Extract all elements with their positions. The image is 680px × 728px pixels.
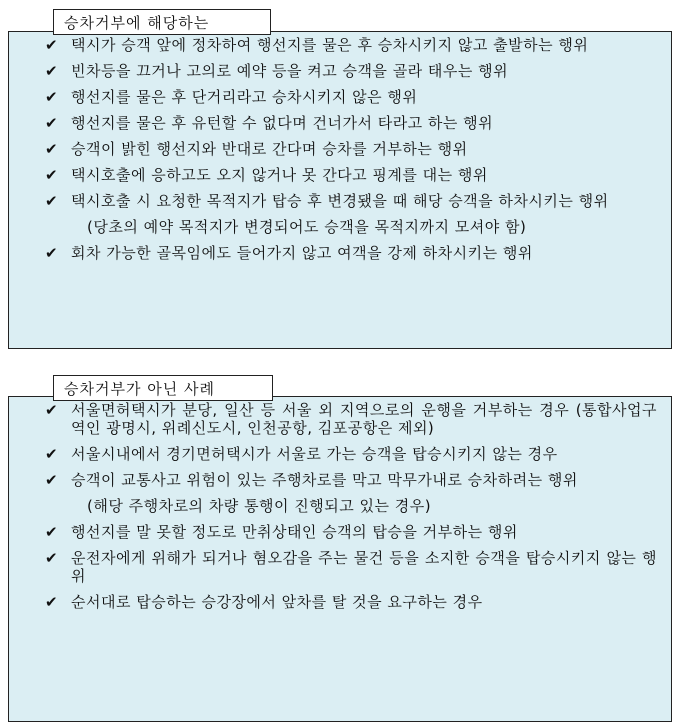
list-item: ✔ 행선지를 말 못할 정도로 만취상태인 승객의 탑승을 거부하는 행위 (45, 523, 518, 541)
list-item: ✔ 빈차등을 끄거나 고의로 예약 등을 켜고 승객을 골라 태우는 행위 (45, 62, 509, 80)
non-refusal-cases-panel (8, 396, 672, 722)
list-item: ✔ 택시호출에 응하고도 오지 않거나 못 간다고 핑계를 대는 행위 (45, 166, 488, 184)
check-icon: ✔ (45, 140, 59, 158)
list-item: ✔ 택시가 승객 앞에 정차하여 행선지를 물은 후 승차시키지 않고 출발하는 행위 (45, 36, 589, 54)
check-icon: ✔ (45, 471, 59, 489)
list-item: ✔ 서울면허택시가 분당, 일산 등 서울 외 지역으로의 운행을 거부하는 경우 (통합사업구역인 광명시, 위례신도시, 인천공항, 김포공항은 제외) (45, 401, 657, 437)
list-item: ✔ 택시호출 시 요청한 목적지가 탑승 후 변경됐을 때 해당 승객을 하차시키는 행위 (45, 192, 609, 210)
list-item: ✔ 행선지를 물은 후 유턴할 수 없다며 건너가서 타라고 하는 행위 (45, 114, 494, 132)
list-item: ✔ 서울시내에서 경기면허택시가 서울로 가는 승객을 탑승시키지 않는 경우 (45, 445, 558, 463)
list-note: (해당 주행차로의 차량 통행이 진행되고 있는 경우) (87, 497, 432, 515)
check-icon: ✔ (45, 114, 59, 132)
check-icon: ✔ (45, 244, 59, 262)
list-item: ✔ 승객이 밝힌 행선지와 반대로 간다며 승차를 거부하는 행위 (45, 140, 468, 158)
list-note: (당초의 예약 목적지가 변경되어도 승객을 목적지까지 모셔야 함) (87, 218, 527, 236)
check-icon: ✔ (45, 593, 59, 611)
check-icon: ✔ (45, 88, 59, 106)
check-icon: ✔ (45, 192, 59, 210)
list-item: ✔ 행선지를 물은 후 단거리라고 승차시키지 않은 행위 (45, 88, 418, 106)
list-item: ✔ 승객이 교통사고 위험이 있는 주행차로를 막고 막무가내로 승차하려는 행위 (45, 471, 578, 489)
section-title-not-refusal: 승차거부가 아닌 사례 (53, 375, 273, 401)
refusal-cases-panel (8, 31, 672, 349)
check-icon: ✔ (45, 445, 59, 463)
check-icon: ✔ (45, 36, 59, 54)
check-icon: ✔ (45, 549, 59, 567)
check-icon: ✔ (45, 523, 59, 541)
refusal-cases-list (9, 36, 671, 262)
list-item: ✔ 순서대로 탑승하는 승강장에서 앞차를 탈 것을 요구하는 경우 (45, 593, 483, 611)
check-icon: ✔ (45, 62, 59, 80)
section-title-refusal: 승차거부에 해당하는 (53, 9, 271, 35)
list-item: ✔ 운전자에게 위해가 되거나 혐오감을 주는 물건 등을 소지한 승객을 탑승시키지 않는 행위 (45, 549, 657, 585)
list-item: ✔ 회차 가능한 골목임에도 들어가지 않고 여객을 강제 하차시키는 행위 (45, 244, 533, 262)
non-refusal-cases-list (9, 401, 671, 611)
check-icon: ✔ (45, 166, 59, 184)
check-icon: ✔ (45, 401, 59, 419)
